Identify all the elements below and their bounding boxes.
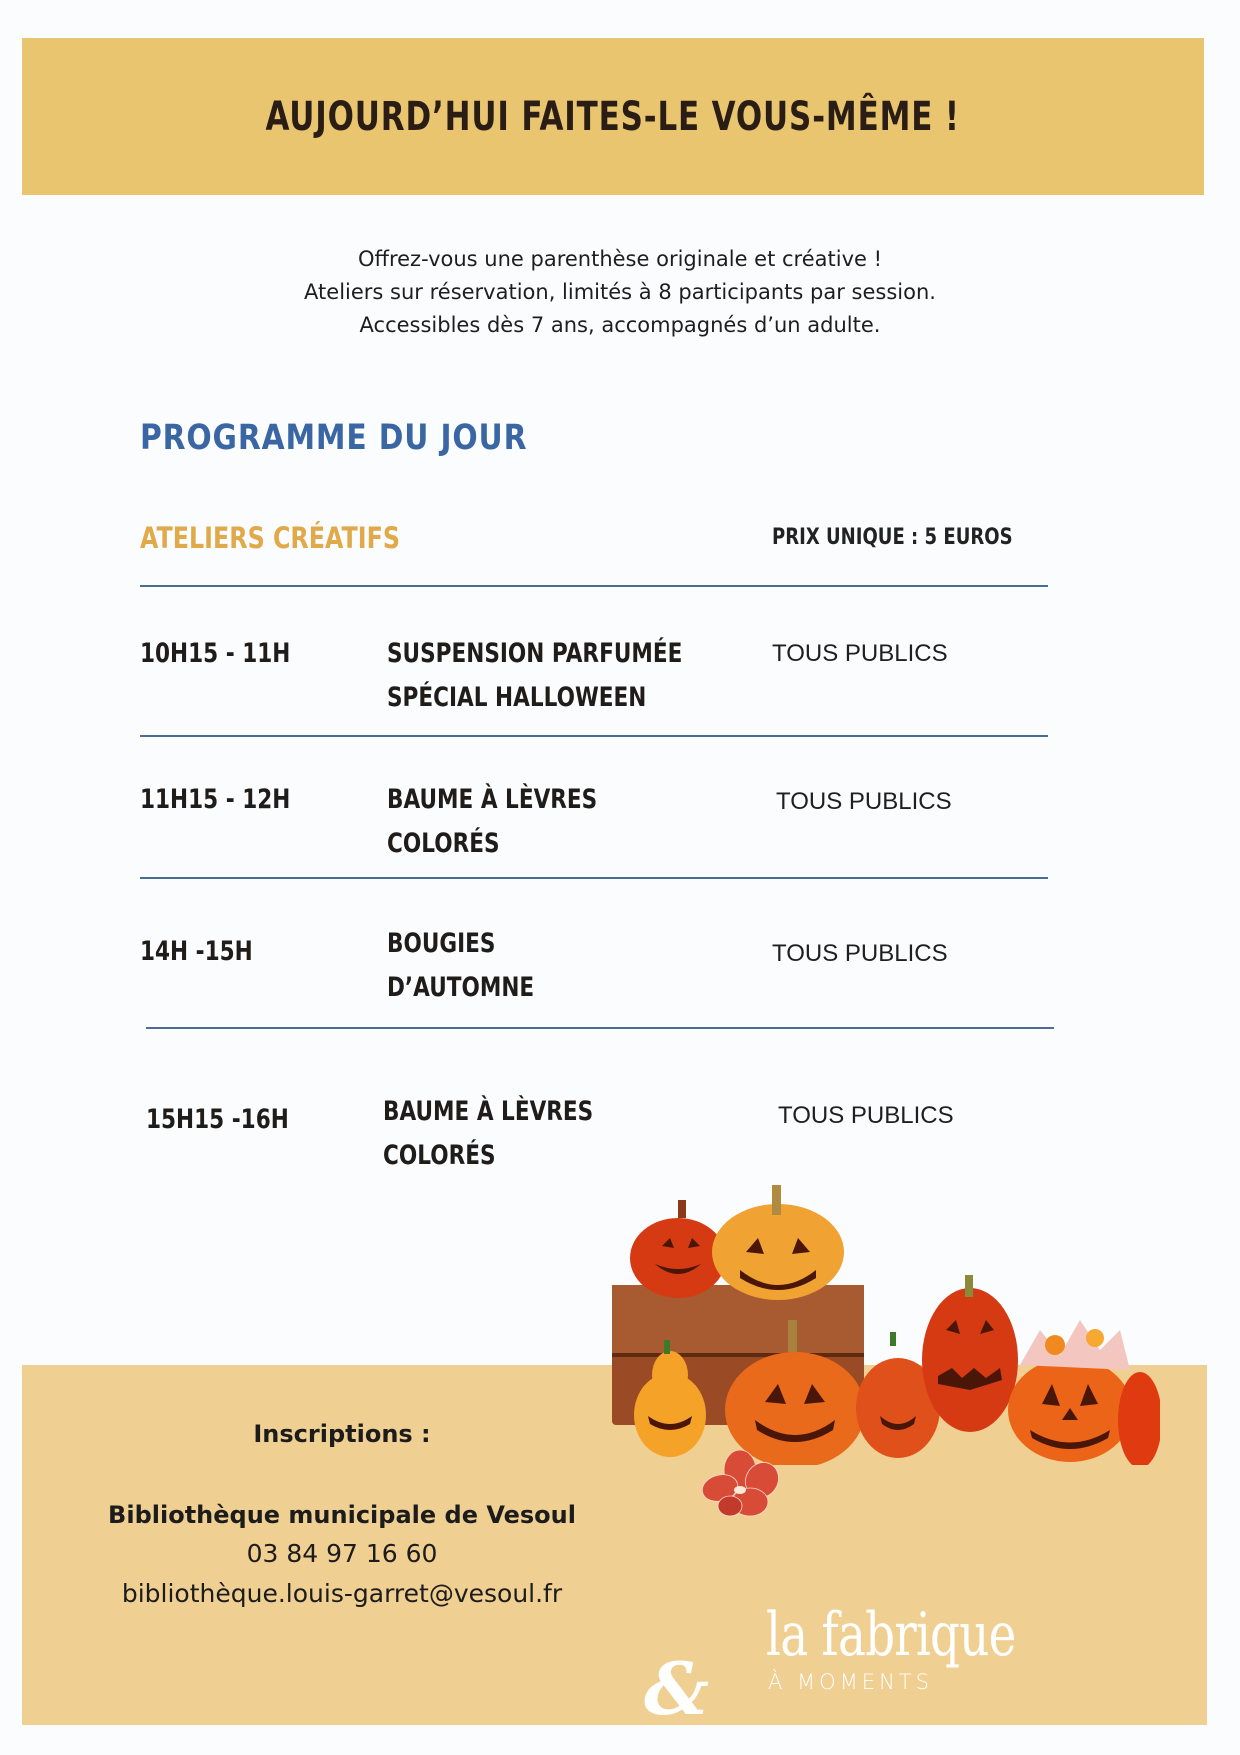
page-title: AUJOURD’HUI FAITES-LE VOUS-MÊME ! (265, 93, 961, 140)
program-title: PROGRAMME DU JOUR (140, 418, 528, 458)
session-audience: TOUS PUBLICS (778, 1102, 954, 1129)
halloween-pumpkins-image (600, 1180, 1160, 1465)
library-name: Bibliothèque municipale de Vesoul (108, 1501, 576, 1529)
email-address: bibliothèque.louis-garret@vesoul.fr (121, 1579, 563, 1608)
la-fabrique-logo (630, 1450, 1130, 1731)
divider (140, 877, 1048, 879)
activity-line: BAUME À LÈVRES (383, 1096, 594, 1127)
session-activity (387, 778, 597, 866)
session-time: 10H15 - 11H (140, 638, 291, 669)
session-activity (383, 1090, 593, 1178)
section-title: ATELIERS CRÉATIFS (140, 521, 400, 555)
intro-line: Offrez-vous une parenthèse originale et créative ! (357, 247, 883, 271)
ampersand-mark: & (644, 1646, 710, 1731)
activity-line: D’AUTOMNE (387, 972, 535, 1003)
session-activity (387, 922, 534, 1010)
divider (146, 1027, 1054, 1029)
session-audience: TOUS PUBLICS (776, 788, 952, 815)
contact-info (22, 1420, 662, 1614)
phone-number: 03 84 97 16 60 (246, 1539, 438, 1568)
intro-text (0, 243, 1240, 342)
activity-line: SUSPENSION PARFUMÉE (387, 638, 683, 669)
divider (140, 735, 1048, 737)
activity-line: BAUME À LÈVRES (387, 784, 598, 815)
divider (140, 585, 1048, 587)
intro-line: Accessibles dès 7 ans, accompagnés d’un adulte. (359, 313, 881, 337)
session-time: 14H -15H (140, 936, 253, 967)
activity-line: BOUGIES (387, 928, 496, 959)
session-audience: TOUS PUBLICS (772, 940, 948, 967)
session-time: 15H15 -16H (146, 1104, 289, 1135)
logo-title: la fabrique (766, 1600, 1016, 1670)
activity-line: COLORÉS (383, 1140, 496, 1171)
price-label: PRIX UNIQUE : 5 EUROS (772, 525, 1013, 550)
intro-line: Ateliers sur réservation, limités à 8 participants par session. (304, 280, 936, 304)
session-time: 11H15 - 12H (140, 784, 291, 815)
header-banner (22, 38, 1204, 195)
activity-line: COLORÉS (387, 828, 500, 859)
inscriptions-label: Inscriptions : (253, 1420, 431, 1448)
activity-line: SPÉCIAL HALLOWEEN (387, 682, 647, 713)
session-activity (387, 632, 682, 720)
flower-icon (700, 1450, 780, 1522)
session-audience: TOUS PUBLICS (772, 640, 948, 667)
logo-subtitle: À MOMENTS (768, 1670, 933, 1694)
